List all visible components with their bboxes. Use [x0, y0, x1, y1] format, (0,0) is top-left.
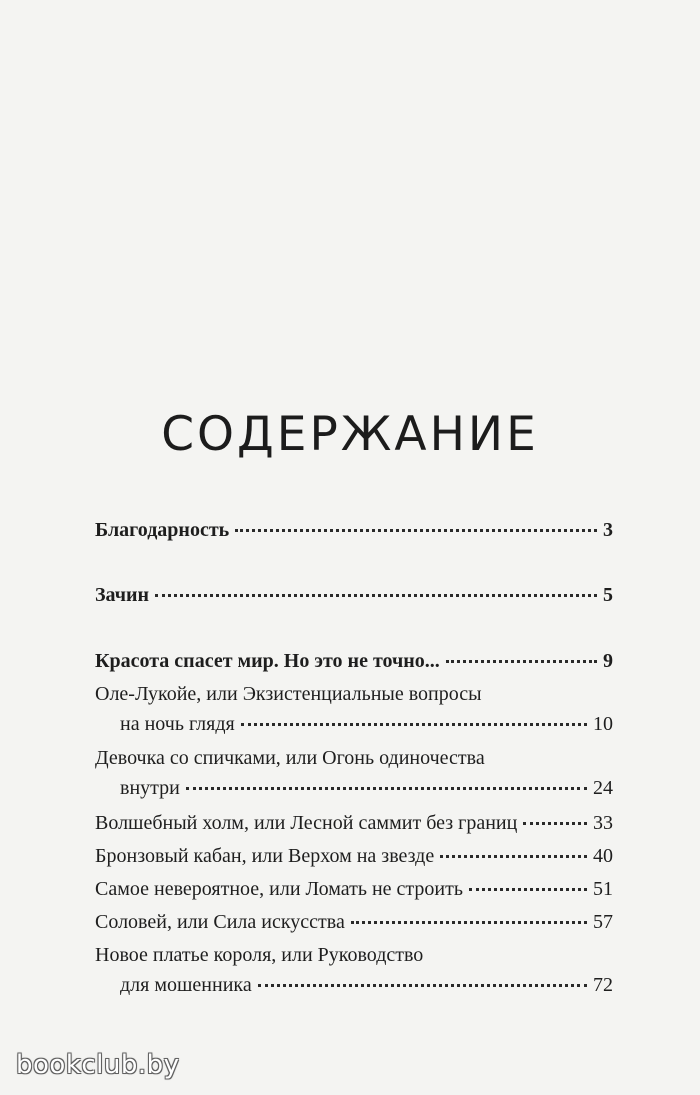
toc-entry-title-line-2: внутри [120, 777, 180, 799]
contents-heading: СОДЕРЖАНИЕ [161, 407, 539, 462]
dot-leader [235, 526, 597, 532]
toc-entry-title-line-1: Девочка со спичками, или Огонь одиночества [95, 747, 485, 769]
toc-entry-match-girl [95, 743, 613, 803]
toc-entry-nightingale [95, 907, 613, 937]
toc-entry-title-line-1: Новое платье короля, или Руководство [95, 944, 424, 966]
toc-entry-title-line-2: для мошенника [120, 974, 252, 996]
toc-entry-title: Бронзовый кабан, или Верхом на звезде [95, 845, 435, 867]
toc-entry-most-incredible [95, 874, 613, 904]
toc-entry-title: Самое невероятное, или Ломать не строить [95, 878, 463, 900]
toc-entry-beginning [95, 580, 613, 610]
toc-page-number: 9 [603, 650, 613, 672]
dot-leader [523, 819, 587, 825]
toc-entry-bronze-boar [95, 841, 613, 871]
toc-entry-title: Благодарность [95, 519, 230, 541]
toc-entry-title-line-1: Оле-Лукойе, или Экзистенциальные вопросы [95, 683, 482, 705]
dot-leader [241, 720, 587, 726]
dot-leader [469, 885, 587, 891]
toc-page-number: 57 [593, 911, 613, 933]
dot-leader [446, 657, 597, 663]
toc-page-number: 33 [593, 812, 613, 834]
toc-entry-section-beauty [95, 646, 613, 676]
toc-page-number: 10 [593, 713, 613, 735]
toc-page-number: 40 [593, 845, 613, 867]
dot-leader [351, 918, 587, 924]
toc-entry-emperors-clothes [95, 940, 613, 1000]
toc-entry-acknowledgements [95, 515, 613, 545]
toc-page-number: 24 [593, 777, 613, 799]
toc-entry-title: Зачин [95, 584, 150, 606]
toc-entry-magic-hill [95, 808, 613, 838]
dot-leader [258, 981, 587, 987]
toc-page-number: 3 [603, 519, 613, 541]
toc-entry-title: Соловей, или Сила искусства [95, 911, 345, 933]
toc-entry-title-line-2: на ночь глядя [120, 713, 235, 735]
toc-entry-title: Красота спасет мир. Но это не точно... [95, 650, 440, 672]
toc-page-number: 51 [593, 878, 613, 900]
toc-page-number: 5 [603, 584, 613, 606]
toc-entry-title: Волшебный холм, или Лесной саммит без границ [95, 812, 518, 834]
toc-page-number: 72 [593, 974, 613, 996]
site-watermark: bookclub.by [16, 1050, 180, 1080]
toc-entry-ole-lukoie [95, 679, 613, 739]
dot-leader [440, 852, 587, 858]
dot-leader [155, 591, 597, 597]
dot-leader [186, 784, 587, 790]
